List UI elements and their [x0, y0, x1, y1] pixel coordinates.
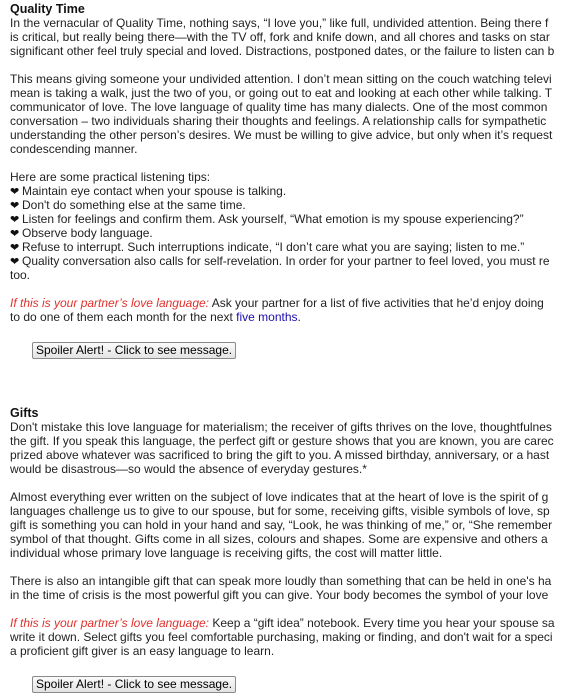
paragraph-line: condescending manner. [10, 142, 138, 156]
paragraph-line: mean is taking a walk, just the two of you, or going out to eat and looking at each other while talking. T [10, 86, 553, 100]
paragraph-line: Almost everything ever written on the subject of love indicates that at the heart of love is the spirit of g [10, 490, 549, 504]
list-item: ❤ Listen for feelings and confirm them. Ask yourself, “What emotion is my spouse experiencing?” [10, 212, 524, 226]
paragraph-line: conversation – two individuals sharing their thoughts and feelings. A relationship calls for sympathetic [10, 114, 547, 128]
paragraph-line: significant other feel truly special and loved. Distractions, postponed dates, or the failure to listen can b [10, 44, 555, 58]
list-item: ❤ Observe body language. [10, 226, 153, 240]
tip-line: write it down. Select gifts you feel comfortable purchasing, making or finding, and don't wait for a speci [10, 630, 553, 644]
paragraph-line: gift is something you can hold in your hand and say, “Look, he was thinking of me,” or, “She remember [10, 518, 553, 532]
tip-line: If this is your partner’s love language: Keep a “gift idea” notebook. Every time you hear your spouse sa [10, 616, 555, 630]
paragraph-line: In the vernacular of Quality Time, nothing says, “I love you,” like full, undivided attention. Being there f [10, 16, 549, 30]
paragraph-line: There is also an intangible gift that can speak more loudly than something that can be held in one's ha [10, 574, 552, 588]
paragraph-line: prized above whatever was sacrificed to bring the gift to you. A missed birthday, anniversary, or a hast [10, 448, 550, 462]
paragraph-line: symbol of that thought. Gifts come in all sizes, colours and shapes. Some are expensive and others a [10, 532, 548, 546]
gifts-heading: Gifts [10, 406, 39, 420]
five-months-link[interactable]: five months [236, 310, 298, 324]
heart-bullet-icon: ❤ [10, 186, 20, 198]
tip-line: to do one of them each month for the next five months. [10, 310, 301, 324]
quality-time-heading: Quality Time [10, 2, 85, 16]
heart-bullet-icon: ❤ [10, 200, 20, 212]
paragraph-line: languages challenge us to give to our spouse, but for some, receiving gifts, visible symbols of love, sp [10, 504, 550, 518]
paragraph-line: This means giving someone your undivided attention. I don’t mean sitting on the couch watching televi [10, 72, 552, 86]
list-item: ❤ Refuse to interrupt. Such interruptions indicate, “I don’t care what you are saying; listen to me.” [10, 240, 525, 254]
spoiler-alert-button[interactable]: Spoiler Alert! - Click to see message. [32, 676, 236, 693]
paragraph-line: would be disastrous—so would the absence of everyday gestures.* [10, 462, 367, 476]
paragraph-line: communicator of love. The love language of quality time has many dialects. One of the most common [10, 100, 548, 114]
paragraph-line: in the time of crisis is the most powerful gift you can give. Your body becomes the symbol of your love [10, 588, 549, 602]
heart-bullet-icon: ❤ [10, 214, 20, 226]
paragraph-line: is critical, but really being there—with the TV off, fork and knife down, and all chores and tasks on star [10, 30, 550, 44]
paragraph-line: Don't mistake this love language for materialism; the receiver of gifts thrives on the love, thoughtfulnes [10, 420, 552, 434]
paragraph-line: the gift. If you speak this language, the perfect gift or gesture shows that you are known, you are carec [10, 434, 554, 448]
paragraph-line: individual whose primary love language is receiving gifts, the cost will matter little. [10, 546, 443, 560]
tip-line: a proficient gift giver is an easy language to learn. [10, 644, 275, 658]
if-partner-label: If this is your partner’s love language: [10, 616, 210, 630]
tips-intro: Here are some practical listening tips: [10, 170, 211, 184]
heart-bullet-icon: ❤ [10, 228, 20, 240]
spoiler-alert-button[interactable]: Spoiler Alert! - Click to see message. [32, 342, 236, 359]
list-item: ❤ Don't do something else at the same time. [10, 198, 246, 212]
list-item: ❤ Maintain eye contact when your spouse is talking. [10, 184, 287, 198]
tip-line: If this is your partner’s love language: Ask your partner for a list of five activities that he’d enjoy doing [10, 296, 544, 310]
list-item: ❤ Quality conversation also calls for self-revelation. In order for your partner to feel loved, you must re [10, 254, 550, 268]
if-partner-label: If this is your partner’s love language: [10, 296, 210, 310]
paragraph-line: understanding the other person’s desires. We must be willing to give advice, but only when it’s request [10, 128, 553, 142]
list-item-continuation: too. [10, 268, 31, 282]
heart-bullet-icon: ❤ [10, 256, 20, 268]
heart-bullet-icon: ❤ [10, 242, 20, 254]
